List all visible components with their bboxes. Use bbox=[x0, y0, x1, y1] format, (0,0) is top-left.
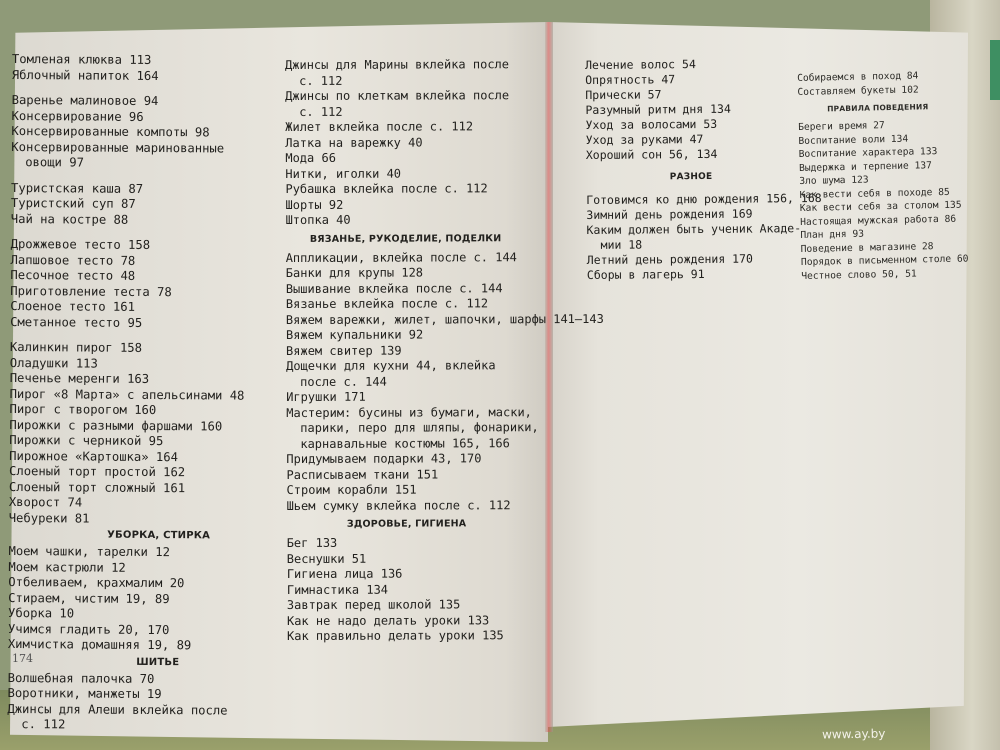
index-entry: Пирог с творогом 160 bbox=[9, 401, 157, 418]
index-entry: Летний день рождения 170 bbox=[586, 251, 753, 267]
index-entry: Мода 66 bbox=[285, 150, 336, 165]
index-entry: Вяжем свитер 139 bbox=[285, 343, 402, 358]
index-entry: Расписываем ткани 151 bbox=[286, 466, 439, 482]
index-entry: Вышивание вклейка после с. 144 bbox=[285, 280, 503, 296]
index-entry: Калинкин пирог 158 bbox=[9, 339, 143, 355]
index-column-3 bbox=[585, 56, 822, 283]
index-entry: Вяжем купальники 92 bbox=[285, 327, 424, 342]
index-entry: Туристская каша 87 bbox=[11, 180, 144, 196]
index-entry: Веснушки 51 bbox=[286, 551, 367, 566]
index-entry: Зло шума 123 bbox=[799, 174, 869, 187]
index-entry: Воспитание воли 134 bbox=[798, 133, 909, 147]
index-entry: Гимнастика 134 bbox=[286, 582, 389, 597]
section-heading: РАЗНОЕ bbox=[669, 171, 713, 183]
index-entry: Химчистка домашняя 19, 89 bbox=[7, 636, 192, 653]
index-entry: Консервированные маринованные bbox=[11, 139, 225, 155]
index-entry: Пирожное «Картошка» 164 bbox=[9, 448, 178, 464]
index-entry: Аппликации, вклейка после с. 144 bbox=[285, 249, 517, 265]
index-entry: Выдержка и терпение 137 bbox=[798, 159, 932, 174]
index-entry: Моем чашки, тарелки 12 bbox=[8, 543, 170, 560]
section-heading: ШИТЬЕ bbox=[136, 656, 180, 668]
section-heading: ПРАВИЛА ПОВЕДЕНИЯ bbox=[827, 102, 929, 114]
index-entry: Настоящая мужская работа 86 bbox=[800, 213, 957, 228]
index-entry: Моем кастрюли 12 bbox=[8, 559, 126, 575]
index-entry: Собираемся в поход 84 bbox=[797, 70, 919, 84]
index-entry: Составляем букеты 102 bbox=[797, 83, 919, 98]
index-entry: Сметанное тесто 95 bbox=[10, 314, 143, 330]
index-entry: Пирожки с разными фаршами 160 bbox=[9, 417, 223, 433]
index-entry: Хворост 74 bbox=[8, 494, 83, 510]
index-entry: Честное слово 50, 51 bbox=[801, 268, 917, 282]
index-entry: Стираем, чистим 19, 89 bbox=[8, 590, 170, 606]
index-entry: Рубашка вклейка после с. 112 bbox=[285, 181, 488, 196]
index-entry: Каким должен быть ученик Акаде- bbox=[586, 221, 802, 237]
index-entry: Береги время 27 bbox=[798, 120, 885, 133]
index-entry: Готовимся ко дню рождения 156, 168 bbox=[586, 190, 822, 207]
index-entry: Игрушки 171 bbox=[286, 389, 366, 404]
index-entry: Шьем сумку вклейка после с. 112 bbox=[286, 497, 511, 513]
index-entry: Воспитание характера 133 bbox=[798, 146, 938, 160]
index-entry: Мастерим: бусины из бумаги, маски, bbox=[286, 404, 532, 420]
index-entry: мии 18 bbox=[600, 237, 643, 252]
index-entry: Туристский суп 87 bbox=[10, 195, 136, 211]
index-entry: Разумный ритм дня 134 bbox=[585, 101, 731, 117]
index-entry: Яблочный напиток 164 bbox=[11, 67, 159, 83]
index-entry: Банки для крупы 128 bbox=[285, 265, 424, 280]
index-entry: Штопка 40 bbox=[285, 212, 351, 227]
index-entry: Приготовление теста 78 bbox=[10, 283, 172, 299]
index-entry: с. 112 bbox=[299, 104, 343, 119]
index-entry: Чай на костре 88 bbox=[10, 211, 129, 227]
index-entry: Джинсы по клеткам вклейка после bbox=[285, 88, 510, 103]
index-entry: Отбеливаем, крахмалим 20 bbox=[8, 574, 185, 591]
index-entry: Гигиена лица 136 bbox=[286, 566, 403, 581]
index-entry: Джинсы для Алеши вклейка после bbox=[7, 701, 228, 718]
index-entry: после с. 144 bbox=[300, 374, 387, 389]
section-heading: ВЯЗАНЬЕ, РУКОДЕЛИЕ, ПОДЕЛКИ bbox=[309, 232, 502, 245]
index-entry: с. 112 bbox=[299, 73, 343, 88]
index-entry: Слоеный торт простой 162 bbox=[9, 463, 186, 480]
index-entry: Бег 133 bbox=[286, 535, 338, 550]
index-column-2 bbox=[285, 57, 605, 645]
index-entry: Как вести себя за столом 135 bbox=[799, 199, 962, 214]
index-entry: Опрятность 47 bbox=[585, 72, 676, 87]
index-entry: Слоеное тесто 161 bbox=[10, 298, 136, 314]
index-entry: Как вести себя в походе 85 bbox=[799, 186, 950, 201]
index-entry: Вязанье вклейка после с. 112 bbox=[285, 296, 489, 311]
index-entry: Как не надо делать уроки 133 bbox=[286, 612, 490, 628]
index-entry: Чебуреки 81 bbox=[8, 510, 90, 526]
index-entry: Оладушки 113 bbox=[9, 355, 98, 371]
index-entry: План дня 93 bbox=[800, 228, 865, 241]
index-entry: Пирог «8 Марта» с апельсинами 48 bbox=[9, 386, 245, 403]
index-entry: Слоеный торт сложный 161 bbox=[8, 479, 186, 495]
watermark-text: www.ay.by bbox=[821, 726, 886, 742]
index-entry: Жилет вклейка после с. 112 bbox=[285, 119, 474, 134]
index-entry: Завтрак перед школой 135 bbox=[286, 597, 461, 612]
section-heading: УБОРКА, СТИРКА bbox=[107, 529, 211, 542]
page-number: 174 bbox=[12, 652, 33, 665]
index-entry: Шорты 92 bbox=[285, 197, 344, 212]
index-entry: Порядок в письменном столе 60 bbox=[800, 253, 969, 268]
index-entry: Печенье меренги 163 bbox=[9, 370, 150, 386]
index-entry: Дрожжевое тесто 158 bbox=[10, 236, 151, 252]
index-entry: Придумываем подарки 43, 170 bbox=[286, 451, 482, 466]
index-entry: овощи 97 bbox=[25, 155, 84, 170]
index-entry: Лапшовое тесто 78 bbox=[10, 252, 136, 268]
index-entry: Нитки, иголки 40 bbox=[285, 166, 402, 181]
index-entry: Уход за волосами 53 bbox=[585, 116, 718, 132]
index-entry: Учимся гладить 20, 170 bbox=[7, 621, 170, 637]
index-entry: Уход за руками 47 bbox=[585, 131, 704, 147]
index-entry: Джинсы для Марины вклейка после bbox=[285, 57, 510, 72]
index-entry: Дощечки для кухни 44, вклейка bbox=[286, 358, 496, 373]
index-entry: Зимний день рождения 169 bbox=[586, 206, 753, 222]
index-entry: Как правильно делать уроки 135 bbox=[286, 628, 504, 643]
index-entry: Прически 57 bbox=[585, 87, 662, 102]
index-entry: Консервирование 96 bbox=[11, 108, 144, 124]
cover-green-band bbox=[990, 40, 1000, 100]
index-entry: Пирожки с черникой 95 bbox=[9, 432, 164, 449]
index-entry: Сборы в лагерь 91 bbox=[586, 266, 705, 282]
index-entry: Хороший сон 56, 134 bbox=[585, 146, 718, 162]
section-heading: ЗДОРОВЬЕ, ГИГИЕНА bbox=[346, 518, 467, 530]
index-entry: парики, перо для шляпы, фонарики, bbox=[300, 420, 539, 435]
index-entry: карнавальные костюмы 165, 166 bbox=[300, 435, 510, 451]
index-entry: Песочное тесто 48 bbox=[10, 267, 136, 283]
index-entry: Уборка 10 bbox=[8, 605, 75, 621]
index-entry: Строим корабли 151 bbox=[286, 482, 417, 497]
index-column-4 bbox=[797, 68, 969, 282]
index-entry: Воротники, манжеты 19 bbox=[7, 685, 162, 702]
index-entry: Вяжем варежки, жилет, шапочки, шарфы 141—143 bbox=[285, 311, 604, 327]
index-entry: Консервированные компоты 98 bbox=[11, 123, 210, 140]
index-column-1 bbox=[7, 52, 312, 735]
index-entry: Томленая клюква 113 bbox=[11, 52, 152, 67]
index-entry: Волшебная палочка 70 bbox=[7, 670, 155, 686]
index-entry: Лечение волос 54 bbox=[585, 57, 696, 72]
index-entry: Поведение в магазине 28 bbox=[800, 240, 934, 255]
index-entry: с. 112 bbox=[21, 717, 66, 732]
index-entry: Латка на варежку 40 bbox=[285, 135, 423, 150]
index-entry: Варенье малиновое 94 bbox=[11, 92, 159, 109]
